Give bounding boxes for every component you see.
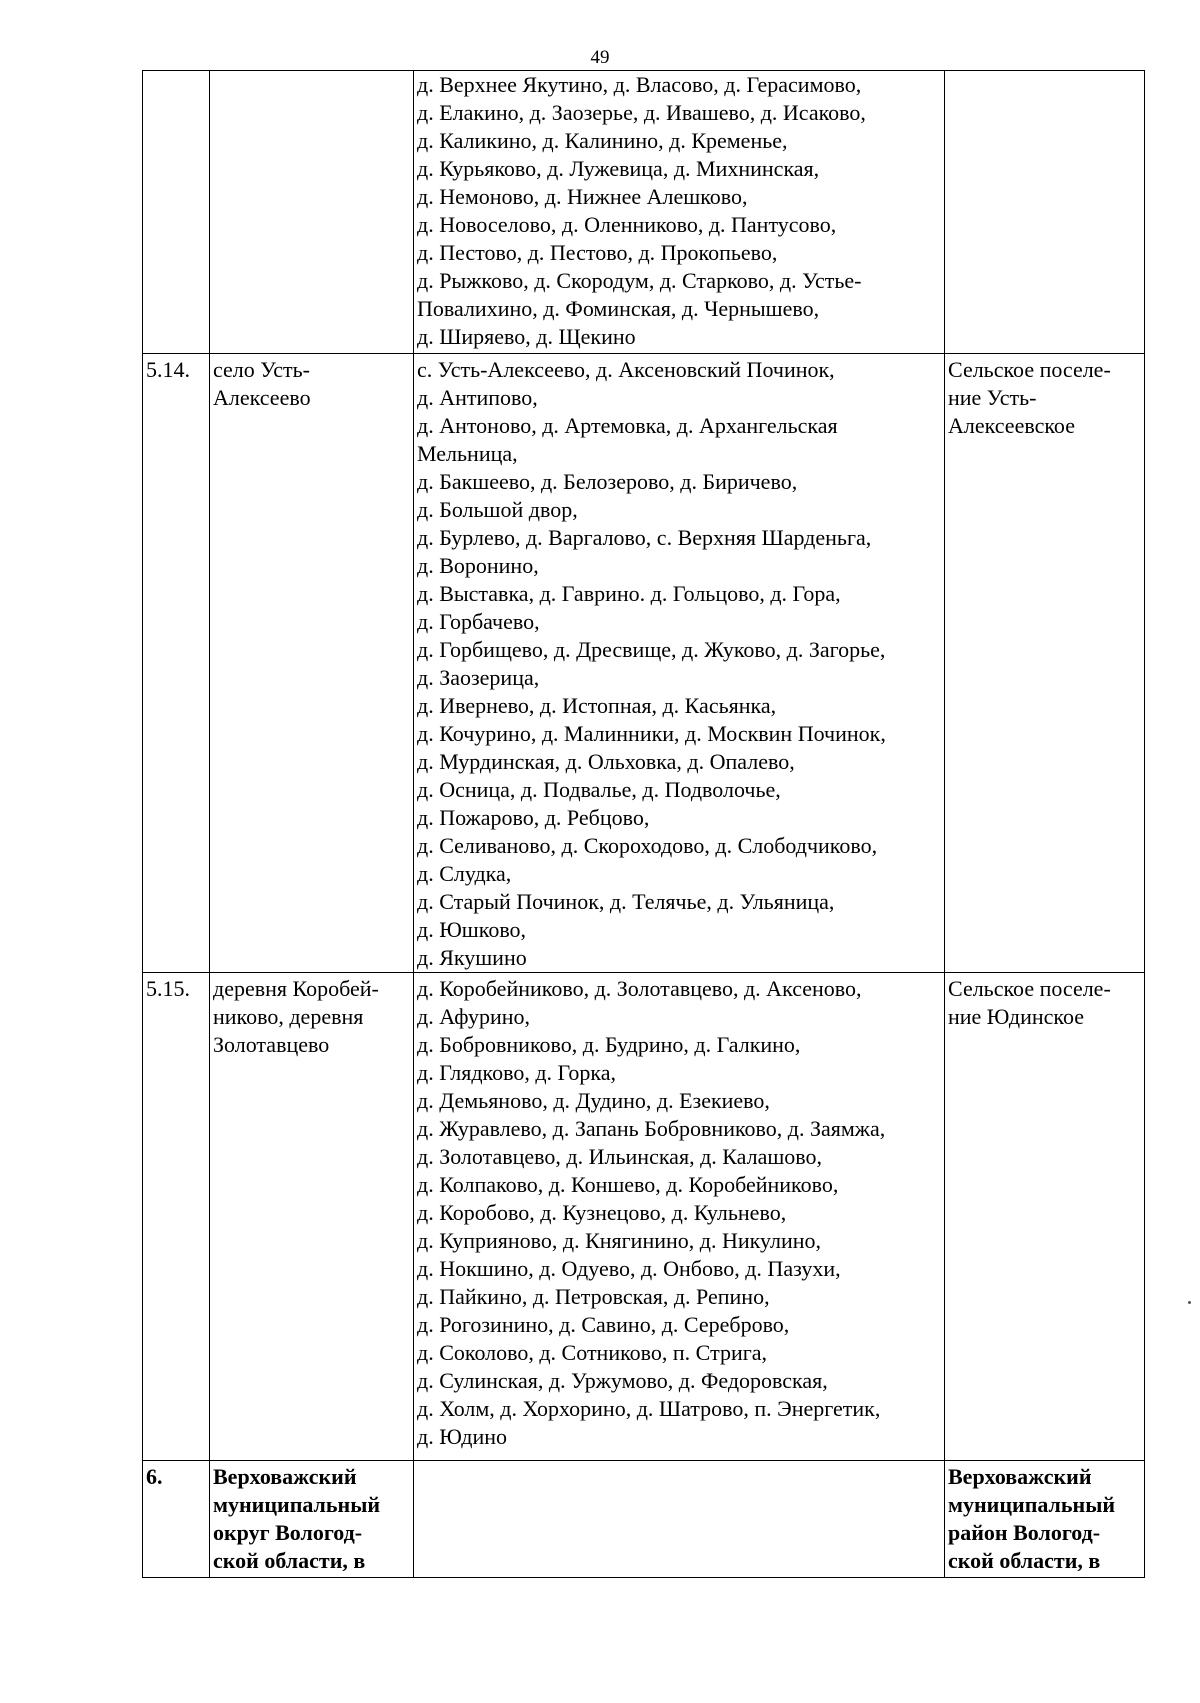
settlement-line: д. Осница, д. Подвалье, д. Подволочье, <box>417 777 781 802</box>
row-number: 6. <box>146 1464 163 1489</box>
settlement-line: д. Золотавцево, д. Ильинская, д. Калашово, <box>417 1144 823 1169</box>
settlements-list-cell <box>414 973 945 1461</box>
settlement-line: Мельница, <box>417 441 518 466</box>
settlement-line: д. Коробово, д. Кузнецово, д. Кульнево, <box>417 1200 787 1225</box>
settlements-list-cell <box>414 1461 945 1578</box>
settlement-line: д. Выставка, д. Гаврино. д. Гольцово, д. Гора, <box>417 581 841 606</box>
admin-center-line: округ Вологод- <box>213 1520 363 1545</box>
row-number-cell <box>143 71 210 354</box>
page-number: 49 <box>590 47 610 68</box>
settlement-line: д. Слудка, <box>417 861 512 886</box>
settlements-list-cell <box>414 354 945 973</box>
table-row-6 <box>143 1461 1145 1578</box>
municipality-cell <box>945 354 1145 973</box>
settlement-line: д. Немоново, д. Нижнее Алешково, <box>417 184 748 209</box>
municipality-line: Сельское поселе- <box>948 976 1111 1001</box>
settlement-line: д. Бакшеево, д. Белозерово, д. Биричево, <box>417 469 798 494</box>
settlement-line: д. Елакино, д. Заозерье, д. Ивашево, д. Исаково, <box>417 100 866 125</box>
settlement-line: д. Горбищево, д. Дресвище, д. Жуково, д. Загорье, <box>417 637 886 662</box>
row-number-cell <box>143 354 210 973</box>
settlement-line: д. Большой двор, <box>417 497 578 522</box>
settlement-line: д. Колпаково, д. Коншево, д. Коробейниково, <box>417 1172 839 1197</box>
table-row-5-14 <box>143 354 1145 973</box>
settlement-line: д. Селиваново, д. Скороходово, д. Слободчиково, <box>417 833 878 858</box>
municipality-cell <box>945 973 1145 1461</box>
settlement-line: д. Бобровниково, д. Будрино, д. Галкино, <box>417 1032 801 1057</box>
settlements-list-cell <box>414 71 945 354</box>
settlement-line: д. Верхнее Якутино, д. Власово, д. Герасимово, <box>417 72 862 97</box>
row-number-cell <box>143 1461 210 1578</box>
scan-speck <box>1188 1301 1191 1304</box>
settlement-line: д. Соколово, д. Сотниково, п. Стрига, <box>417 1340 768 1365</box>
settlement-line: д. Старый Починок, д. Телячье, д. Ульяница, <box>417 889 835 914</box>
settlement-line: Повалихино, д. Фоминская, д. Чернышево, <box>417 296 820 321</box>
admin-center-line: Алексеево <box>213 385 311 410</box>
table-row-continuation <box>143 71 1145 354</box>
settlement-line: д. Кочурино, д. Малинники, д. Москвин Починок, <box>417 721 886 746</box>
row-number: 5.14. <box>146 357 190 382</box>
settlement-line: д. Сулинская, д. Уржумово, д. Федоровская, <box>417 1368 828 1393</box>
municipality-line: ской области, в <box>948 1548 1101 1573</box>
municipality-line: район Вологод- <box>948 1520 1101 1545</box>
admin-center-line: деревня Коробей- <box>213 976 379 1001</box>
admin-center-line: никово, деревня <box>213 1004 364 1029</box>
settlement-line: д. Глядково, д. Горка, <box>417 1060 616 1085</box>
settlement-line: д. Рогозинино, д. Савино, д. Сереброво, <box>417 1312 790 1337</box>
settlement-line: д. Бурлево, д. Варгалово, с. Верхняя Шарденьга, <box>417 525 872 550</box>
admin-center-cell <box>210 71 414 354</box>
settlement-line: д. Пестово, д. Пестово, д. Прокопьево, <box>417 240 778 265</box>
settlement-line: д. Рыжково, д. Скородум, д. Старково, д. Устье- <box>417 268 862 293</box>
municipality-cell <box>945 71 1145 354</box>
settlements-table <box>142 70 1145 1578</box>
settlement-line: д. Ширяево, д. Щекино <box>417 324 636 349</box>
settlement-line: д. Куприяново, д. Княгинино, д. Никулино, <box>417 1228 822 1253</box>
municipality-line: Сельское поселе- <box>948 357 1111 382</box>
settlement-line: д. Мурдинская, д. Ольховка, д. Опалево, <box>417 749 795 774</box>
municipality-line: ние Усть- <box>948 385 1037 410</box>
settlement-line: д. Курьяково, д. Лужевица, д. Михнинская, <box>417 156 820 181</box>
admin-center-cell <box>210 354 414 973</box>
admin-center-cell <box>210 973 414 1461</box>
settlement-line: д. Демьяново, д. Дудино, д. Езекиево, <box>417 1088 770 1113</box>
row-number: 5.15. <box>146 976 190 1001</box>
settlement-line: д. Афурино, <box>417 1004 530 1029</box>
settlement-line: с. Усть-Алексеево, д. Аксеновский Починок, <box>417 357 835 382</box>
settlement-line: д. Якушино <box>417 945 527 970</box>
municipality-line: муниципальный <box>948 1492 1116 1517</box>
settlement-line: д. Юшково, <box>417 917 527 942</box>
municipality-line: Алексеевское <box>948 413 1075 438</box>
settlement-line: д. Каликино, д. Калинино, д. Кременье, <box>417 128 788 153</box>
settlement-line: д. Воронино, <box>417 553 539 578</box>
settlement-line: д. Горбачево, <box>417 609 540 634</box>
settlement-line: д. Журавлево, д. Запань Бобровниково, д. Заямжа, <box>417 1116 886 1141</box>
settlement-line: д. Антоново, д. Артемовка, д. Архангельская <box>417 413 838 438</box>
settlement-line: д. Антипово, <box>417 385 538 410</box>
admin-center-line: ской области, в <box>213 1548 366 1573</box>
settlement-line: д. Новоселово, д. Оленниково, д. Пантусово, <box>417 212 837 237</box>
admin-center-line: муниципальный <box>213 1492 381 1517</box>
settlement-line: д. Ивернево, д. Истопная, д. Касьянка, <box>417 693 777 718</box>
admin-center-cell <box>210 1461 414 1578</box>
settlement-line: д. Юдино <box>417 1424 507 1449</box>
row-number-cell <box>143 973 210 1461</box>
admin-center-line: Золотавцево <box>213 1032 330 1057</box>
settlement-line: д. Холм, д. Хорхорино, д. Шатрово, п. Энергетик, <box>417 1396 881 1421</box>
settlement-line: д. Пайкино, д. Петровская, д. Репино, <box>417 1284 770 1309</box>
admin-center-line: село Усть- <box>213 357 310 382</box>
settlement-line: д. Заозерица, <box>417 665 540 690</box>
settlement-line: д. Нокшино, д. Одуево, д. Онбово, д. Пазухи, <box>417 1256 841 1281</box>
municipality-cell <box>945 1461 1145 1578</box>
settlement-line: д. Пожарово, д. Ребцово, <box>417 805 650 830</box>
table-row-5-15 <box>143 973 1145 1461</box>
settlement-line: д. Коробейниково, д. Золотавцево, д. Аксеново, <box>417 976 862 1001</box>
municipality-line: Верховажский <box>948 1464 1092 1489</box>
admin-center-line: Верховажский <box>213 1464 357 1489</box>
municipality-line: ние Юдинское <box>948 1004 1084 1029</box>
